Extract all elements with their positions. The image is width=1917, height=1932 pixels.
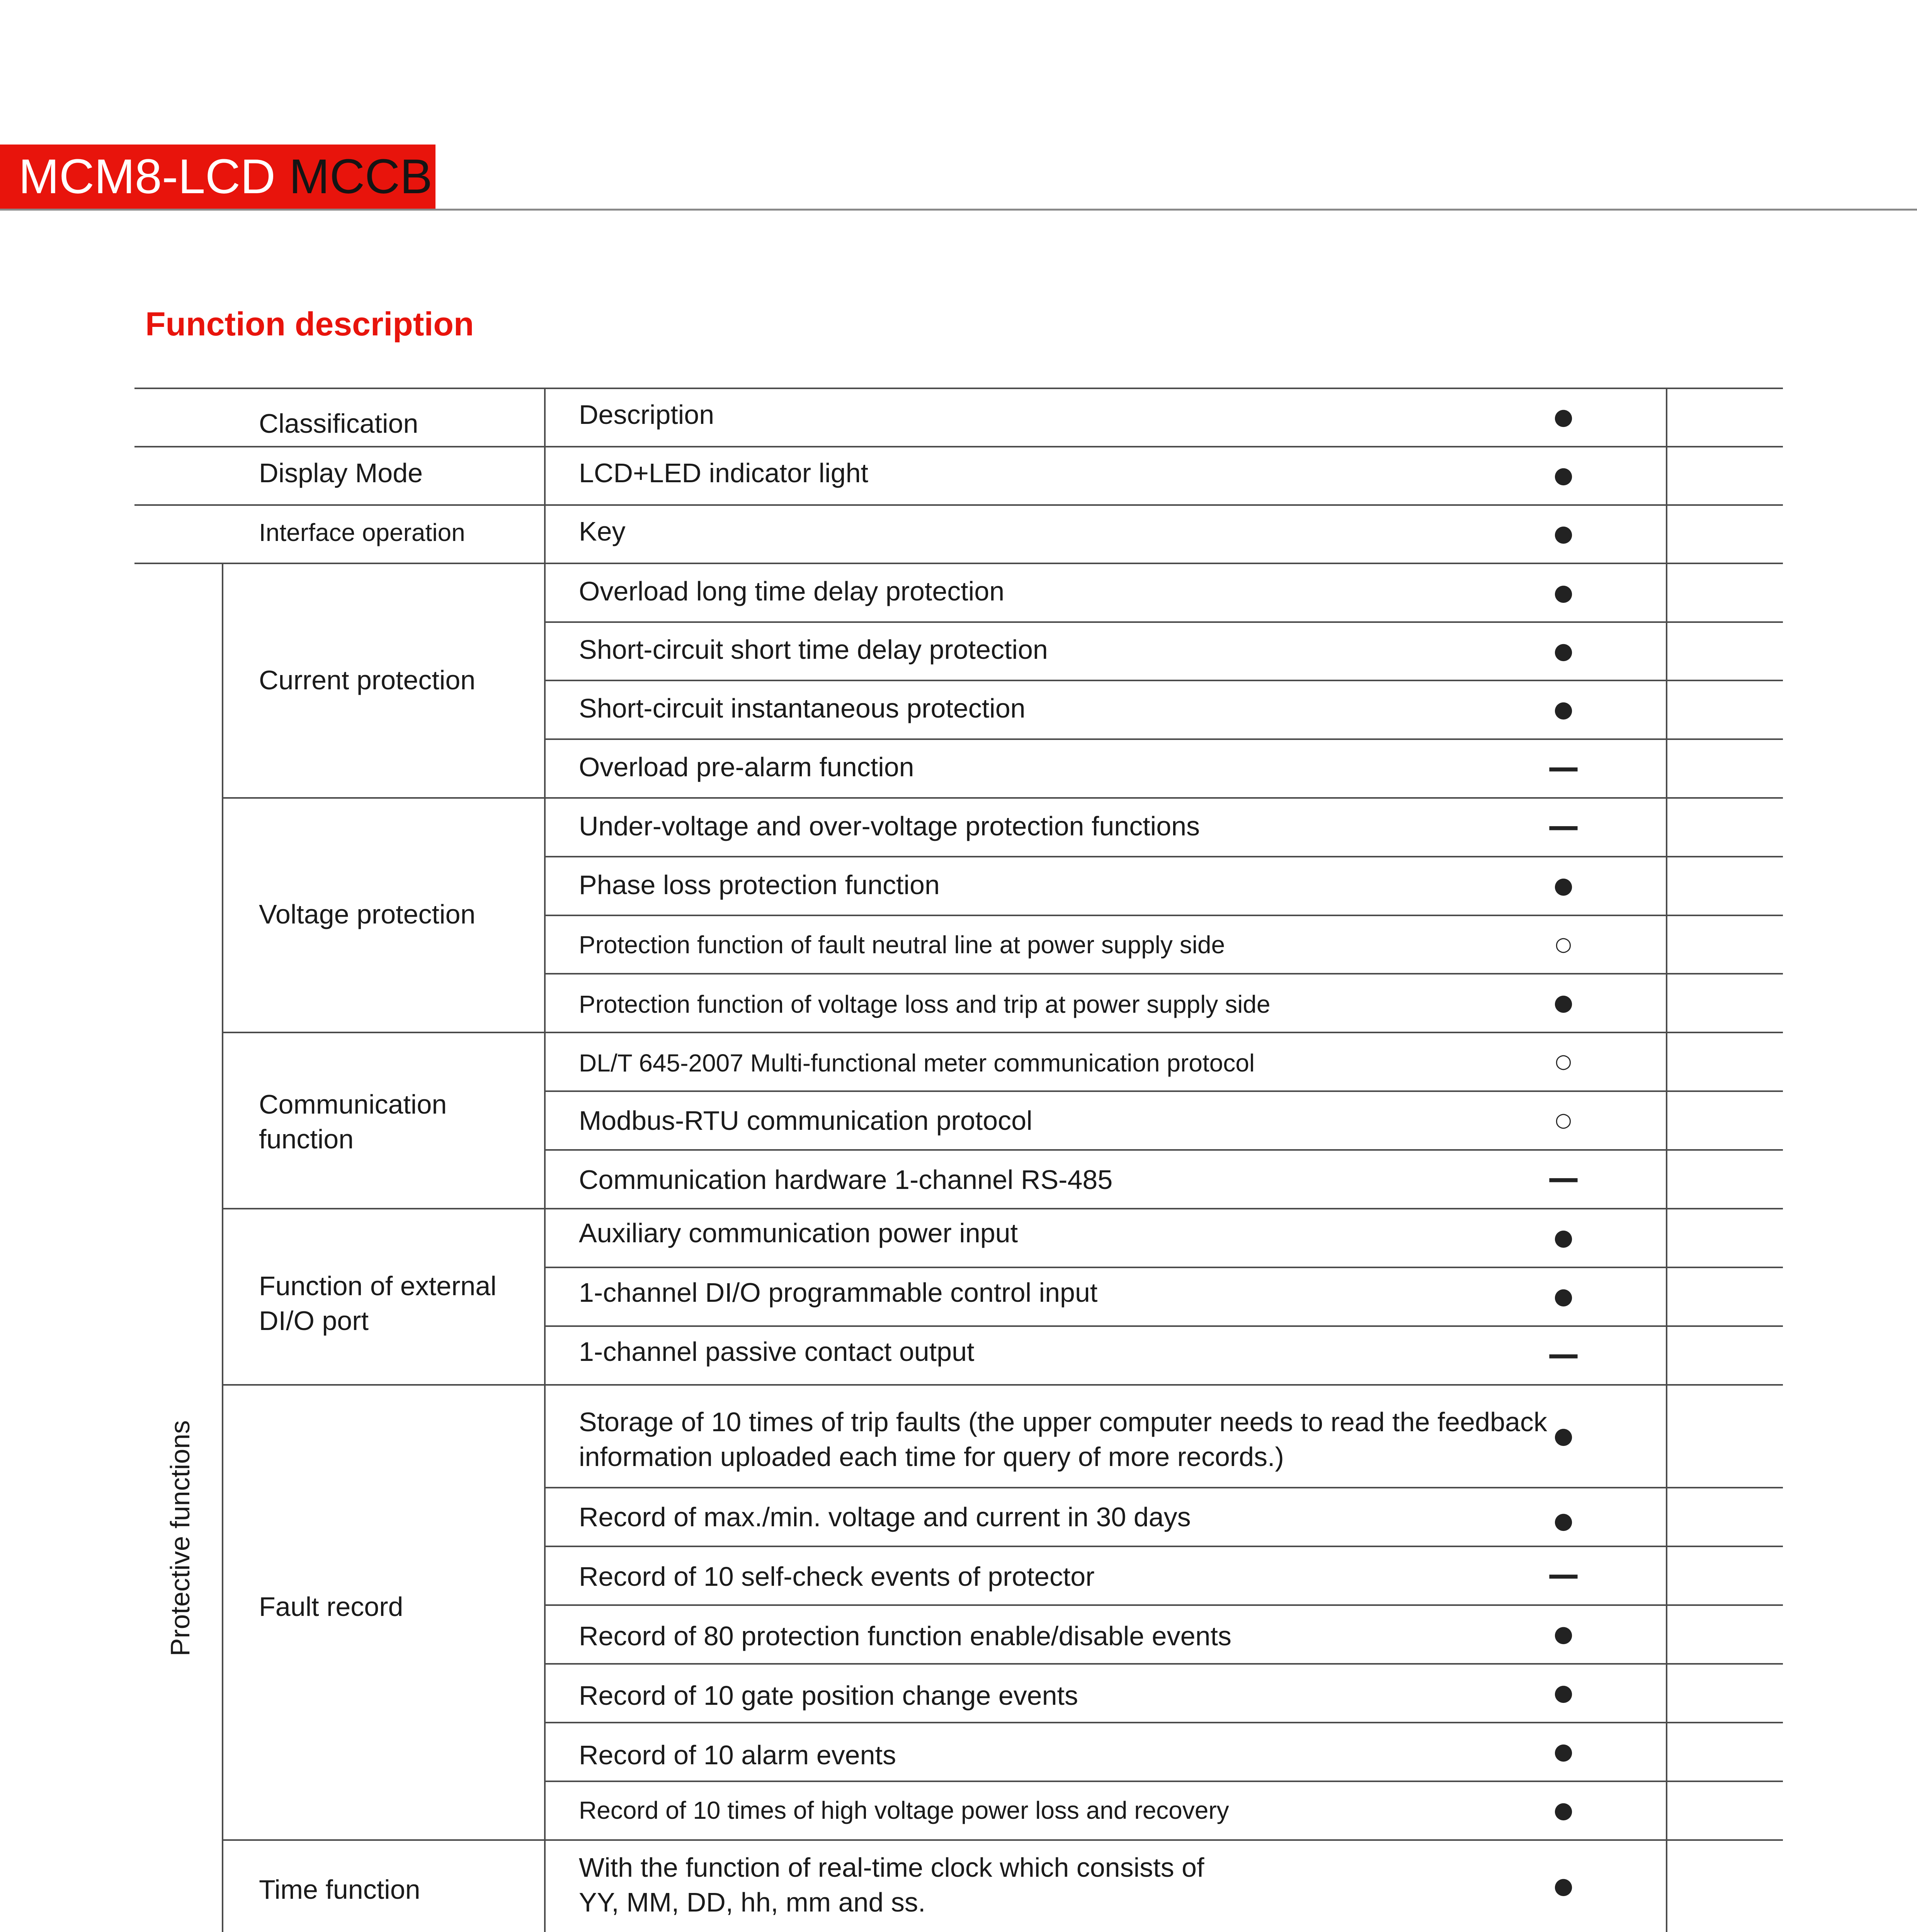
header-divider — [0, 209, 1917, 211]
symbol-available: ● — [1553, 1224, 1573, 1250]
symbol-unavailable: — — [1548, 1160, 1579, 1197]
group-communication-line1: Communication — [259, 1089, 447, 1119]
function-table — [134, 388, 1783, 1932]
description-cell-line1: With the function of real-time clock which consists of — [579, 1852, 1204, 1883]
symbol-available: ● — [1553, 872, 1573, 898]
symbol-available: ● — [1553, 403, 1573, 430]
section-title: Function description — [145, 306, 474, 343]
description-cell-line2: information uploaded each time for query of more records.) — [579, 1442, 1284, 1472]
table-rule — [544, 1487, 1783, 1488]
group-external-dio-line1: Function of external — [259, 1271, 497, 1301]
table-rule — [544, 388, 546, 1932]
symbol-available: ● — [1553, 1679, 1573, 1706]
description-cell-line2: YY, MM, DD, hh, mm and ss. — [579, 1887, 926, 1917]
description-cell: Record of 10 self-check events of protector — [579, 1561, 1095, 1592]
group-external-dio-line2: DI/O port — [259, 1306, 369, 1336]
symbol-unavailable: — — [1548, 749, 1579, 786]
symbol-optional: ○ — [1555, 933, 1572, 955]
symbol-available: ● — [1553, 1872, 1573, 1899]
symbol-available: ● — [1553, 638, 1573, 664]
group-communication-line2: function — [259, 1124, 354, 1154]
description-cell: Record of 10 alarm events — [579, 1740, 896, 1770]
description-cell: DL/T 645-2007 Multi-functional meter communication protocol — [579, 1049, 1255, 1077]
description-header: Description — [579, 400, 714, 430]
symbol-unavailable: — — [1548, 1556, 1579, 1593]
classification-header: Classification — [259, 408, 418, 439]
description-cell: Record of 10 times of high voltage power loss and recovery — [579, 1796, 1229, 1824]
table-rule — [222, 1384, 1783, 1386]
description-cell: LCD+LED indicator light — [579, 458, 868, 488]
symbol-optional: ○ — [1555, 1050, 1572, 1072]
classification-cell: Interface operation — [259, 519, 465, 546]
symbol-available: ● — [1553, 989, 1573, 1015]
group-current-protection: Current protection — [259, 665, 476, 695]
description-cell: Auxiliary communication power input — [579, 1218, 1018, 1248]
product-title-tag — [0, 145, 435, 209]
classification-cell: Display Mode — [259, 458, 423, 488]
description-cell: 1-channel DI/O programmable control input — [579, 1277, 1098, 1308]
description-cell: Phase loss protection function — [579, 870, 940, 900]
description-cell: Record of 80 protection function enable/disable events — [579, 1621, 1232, 1651]
symbol-available: ● — [1553, 579, 1573, 605]
symbol-available: ● — [1553, 462, 1573, 488]
description-cell: Short-circuit short time delay protection — [579, 634, 1048, 665]
description-cell: Communication hardware 1-channel RS-485 — [579, 1165, 1113, 1195]
description-cell: Record of 10 gate position change events — [579, 1680, 1078, 1711]
description-cell: Modbus-RTU communication protocol — [579, 1105, 1032, 1136]
product-title-type: MCCB — [289, 149, 433, 204]
description-cell: Overload long time delay protection — [579, 576, 1005, 606]
description-cell: Key — [579, 516, 626, 546]
symbol-unavailable: — — [1548, 1336, 1579, 1373]
product-title-model: MCM8-LCD — [19, 149, 289, 204]
symbol-available: ● — [1553, 1621, 1573, 1647]
symbol-available: ● — [1553, 520, 1573, 546]
description-cell: Protection function of fault neutral line at power supply side — [579, 931, 1225, 959]
description-cell: Overload pre-alarm function — [579, 752, 914, 782]
protective-functions-label: Protective functions — [165, 1420, 195, 1656]
description-cell: Under-voltage and over-voltage protection functions — [579, 811, 1200, 841]
symbol-available: ● — [1553, 1797, 1573, 1823]
description-cell-line1: Storage of 10 times of trip faults (the upper computer needs to read the feedback — [579, 1407, 1547, 1437]
description-cell: Short-circuit instantaneous protection — [579, 693, 1026, 723]
description-cell: Protection function of voltage loss and trip at power supply side — [579, 990, 1271, 1018]
description-cell: 1-channel passive contact output — [579, 1337, 975, 1367]
group-voltage-protection: Voltage protection — [259, 899, 476, 929]
table-rule — [222, 563, 223, 1932]
symbol-unavailable: — — [1548, 808, 1579, 845]
symbol-available: ● — [1553, 696, 1573, 722]
group-time-function: Time function — [259, 1874, 420, 1905]
symbol-optional: ○ — [1555, 1109, 1572, 1131]
group-fault-record: Fault record — [259, 1592, 403, 1622]
symbol-available: ● — [1553, 1738, 1573, 1764]
symbol-available: ● — [1553, 1507, 1573, 1534]
symbol-available: ● — [1553, 1283, 1573, 1309]
description-cell: Record of max./min. voltage and current in 30 days — [579, 1502, 1191, 1532]
symbol-available: ● — [1553, 1422, 1573, 1449]
table-rule — [222, 1839, 1783, 1841]
